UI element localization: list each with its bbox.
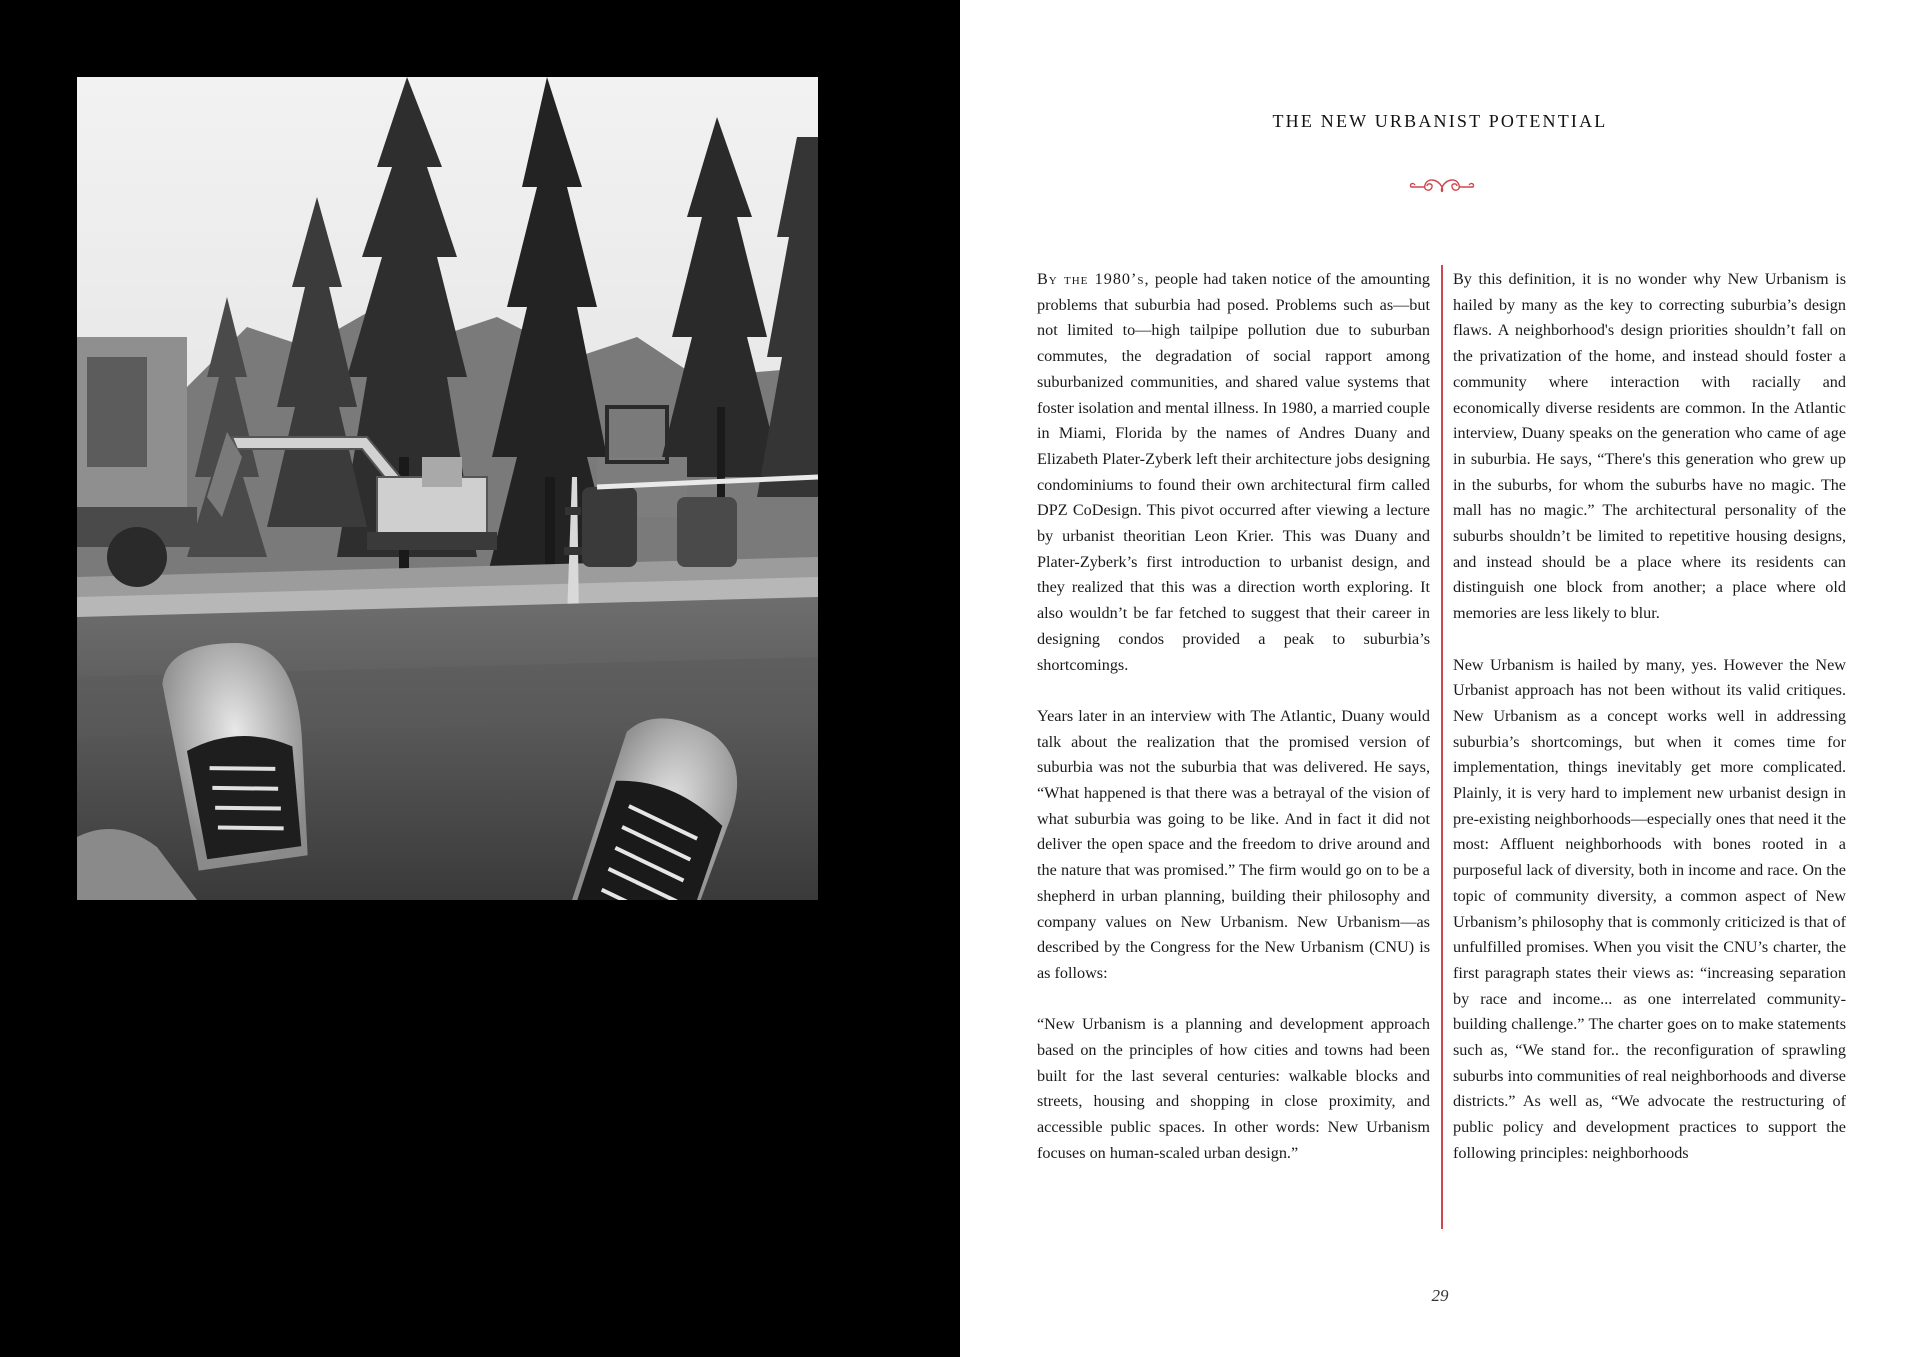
page-title: THE NEW URBANIST POTENTIAL: [1272, 111, 1608, 131]
right-page: [960, 0, 1920, 1357]
paragraph-atlantic-interview: Years later in an interview with The Atlantic, Duany would talk about the realization that the promised version of suburbia was not the suburbia that was delivered. He says, “What happened is that there was a betrayal of the vision of what suburbia was going to be like. And in fact it did not deliver the open space and the freedom to drive around and the nature that was promised.” The firm would go on to be a shepherd in urban planning, building their philosophy and company values on New Urbanism. New Urbanism—as described by the Congress for the New Urbanism (CNU) is as follows:: [1037, 706, 1430, 982]
paragraph-intro-text: people had taken notice of the amounting problems that suburbia had posed. Problems such as—but not limited to—high tailpipe pollution due to suburban commutes, the degradation of social rapport among suburbanized communities, and shared value systems that foster isolation and mental illness. In 1980, a married couple in Miami, Florida by the names of Andres Duany and Elizabeth Plater-Zyberk left their architecture jobs designing condominiums to found their own architectural firm called DPZ CoDesign. This pivot occurred after viewing a lecture by urbanist theoritian Leon Krier. This was Duany and Plater-Zyberk’s first introduction to urbanist design, and they realized that this was a direction worth exploring. It also wouldn’t be far fetched to suggest that their career in designing condos provided a peak to suburbia’s shortcomings.: [1037, 270, 1430, 674]
construction-site-photo: [77, 77, 818, 900]
paragraph-critiques: New Urbanism is hailed by many, yes. However the New Urbanist approach has not been without its valid critiques. New Urbanism as a concept works well in addressing suburbia’s shortcomings, but when it comes time for implementation, things inevitably get more complicated. Plainly, it is very hard to implement new urbanist design in pre-existing neighborhoods—especially ones that need it the most: Affluent neighborhoods with bones rooted in a purposeful lack of diversity, both in income and race. On the topic of community diversity, a common aspect of New Urbanism’s philosophy that is commonly criticized is that of unfulfilled promises. When you visit the CNU’s charter, the first paragraph states their views as: “increasing separation by race and income... as one interrelated community-building challenge.” The charter goes on to make statements such as, “We stand for.. the reconfiguration of sprawling suburbs into communities of real neighborhoods and diverse districts.” As well as, “We advocate the restructuring of public policy and development practices to support the following principles: neighborhoods: [1453, 655, 1846, 1162]
lead-in-small-caps: By the 1980’s,: [1037, 270, 1150, 288]
text-column-left: [1037, 267, 1430, 1192]
page-number: 29: [1431, 1286, 1449, 1305]
column-divider: [1441, 265, 1443, 1229]
paragraph-cnu-quote: “New Urbanism is a planning and development approach based on the principles of how cities and towns had been built for the last several centuries: walkable blocks and streets, housing and shopping in close proximity, and accessible public spaces. In other words: New Urbanism focuses on human-scaled urban design.”: [1037, 1015, 1430, 1162]
paragraph-definition: By this definition, it is no wonder why New Urbanism is hailed by many as the key to correcting suburbia’s design flaws. A neighborhood's design priorities shouldn’t fall on the privatization of the home, and instead should foster a community where interaction with racially and economically diverse residents are common. In the Atlantic interview, Duany speaks on the generation who came of age in suburbia. He says, “There's this generation who grew up in the suburbs, for whom the suburbs have no magic. The mall has no magic.” The architectural personality of the suburbs shouldn’t be limited to repetitive housing designs, and instead should be a place where its residents can distinguish one block from another; a place where old memories are less likely to blur.: [1453, 270, 1846, 623]
photo-icon: [77, 77, 818, 900]
flourish-icon: [1407, 176, 1477, 198]
paragraph-intro: [1037, 267, 1430, 678]
text-column-right: [1453, 267, 1846, 1192]
